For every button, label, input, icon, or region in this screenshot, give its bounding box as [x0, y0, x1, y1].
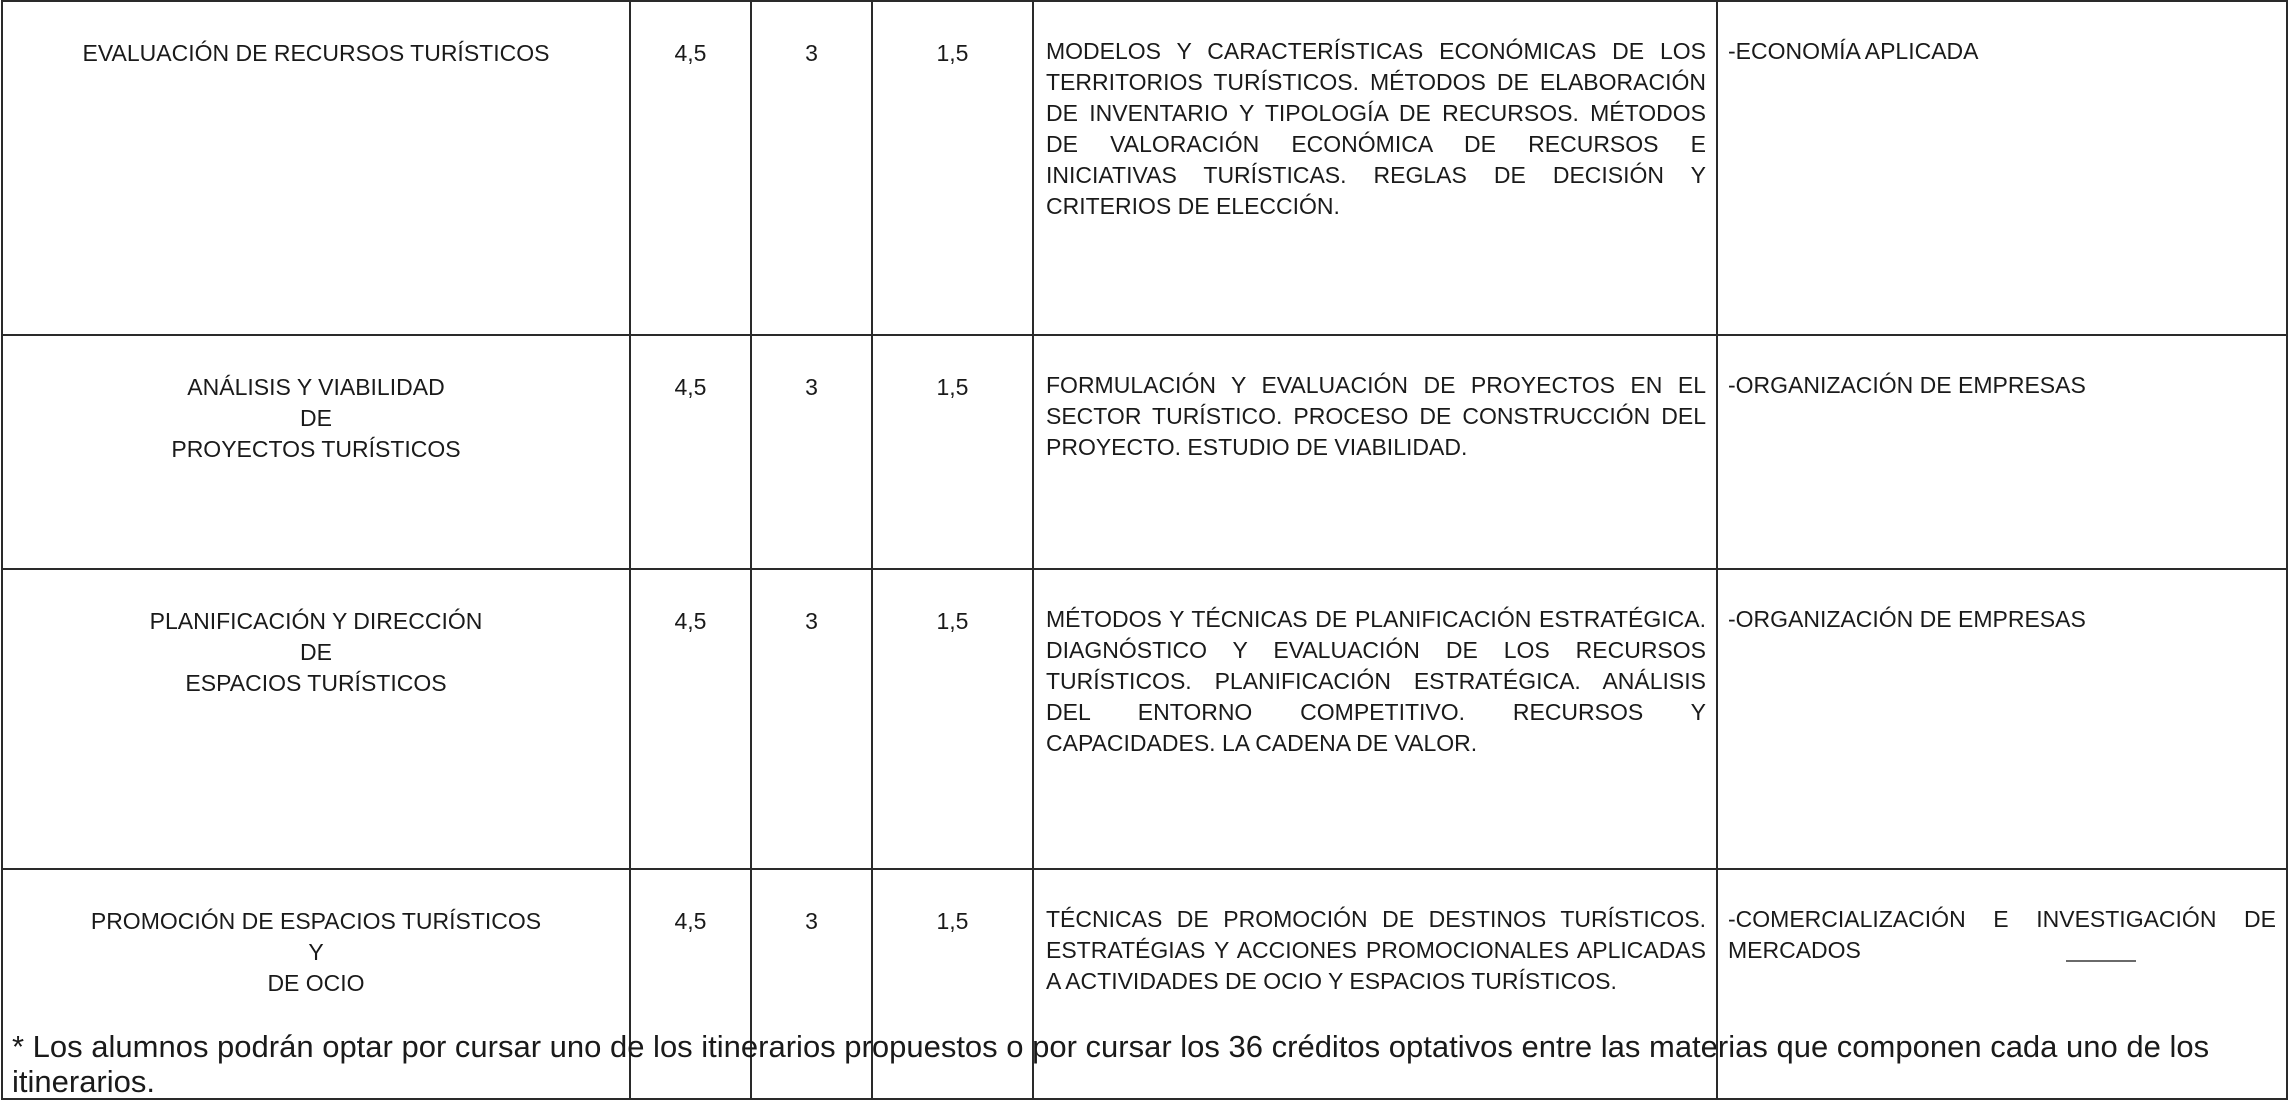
- subject-name-line: DE: [300, 405, 332, 431]
- subject-name-line: Y: [308, 939, 324, 965]
- credits-theory-cell: 3: [751, 335, 872, 569]
- credits-practice-cell: 1,5: [872, 569, 1033, 869]
- credits-practice-cell: 1,5: [872, 869, 1033, 1099]
- subject-name-cell: [2, 1, 630, 335]
- credits-theory-cell: 3: [751, 869, 872, 1099]
- stamp-mark: [2066, 960, 2136, 962]
- credits-total-cell: 4,5: [630, 1, 751, 335]
- table-row: [2, 335, 2287, 569]
- credits-practice-cell: 1,5: [872, 1, 1033, 335]
- description-cell: MODELOS Y CARACTERÍSTICAS ECONÓMICAS DE LOS TERRITORIOS TURÍSTICOS. MÉTODOS DE ELABORACIÓN DE INVENTARIO Y TIPOLOGÍA DE RECURSOS. MÉTODOS DE VALORACIÓN ECONÓMICA DE RECURSOS E INICIATIVAS TURÍSTICAS. REGLAS DE DECISIÓN Y CRITERIOS DE ELECCIÓN.: [1033, 1, 1717, 335]
- description-cell: MÉTODOS Y TÉCNICAS DE PLANIFICACIÓN ESTRATÉGICA. DIAGNÓSTICO Y EVALUACIÓN DE LOS RECURSOS TURÍSTICOS. PLANIFICACIÓN ESTRATÉGICA. ANÁLISIS DEL ENTORNO COMPETITIVO. RECURSOS Y CAPACIDADES. LA CADENA DE VALOR.: [1033, 569, 1717, 869]
- credits-theory-cell: 3: [751, 1, 872, 335]
- table-row: [2, 1, 2287, 335]
- subject-name-line: DE: [300, 639, 332, 665]
- knowledge-area-text: -COMERCIALIZACIÓN E INVESTIGACIÓN DE MERCADOS: [1728, 906, 2276, 963]
- subjects-table: [1, 0, 2288, 1100]
- subject-name-line: PLANIFICACIÓN Y DIRECCIÓN: [149, 608, 483, 634]
- credits-theory-cell: 3: [751, 569, 872, 869]
- credits-total-cell: 4,5: [630, 869, 751, 1099]
- subject-name-cell: [2, 569, 630, 869]
- knowledge-area-text: -ORGANIZACIÓN DE EMPRESAS: [1728, 606, 2086, 632]
- footnote: * Los alumnos podrán optar por cursar uno de los itinerarios propuestos o por cursar los 36 créditos optativos entre las materias que componen cada uno de los itinerarios.: [12, 1029, 2210, 1099]
- credits-total-cell: 4,5: [630, 335, 751, 569]
- table-row: [2, 569, 2287, 869]
- subject-name-line: DE OCIO: [267, 970, 365, 996]
- credits-practice-cell: 1,5: [872, 335, 1033, 569]
- knowledge-area-cell: [1717, 569, 2287, 869]
- subject-name-line: ESPACIOS TURÍSTICOS: [185, 670, 447, 696]
- knowledge-area-cell: [1717, 1, 2287, 335]
- subject-name-line: ANÁLISIS Y VIABILIDAD: [187, 374, 445, 400]
- knowledge-area-text: -ECONOMÍA APLICADA: [1728, 38, 1979, 64]
- subject-name-line: EVALUACIÓN DE RECURSOS TURÍSTICOS: [82, 40, 550, 66]
- subject-name-cell: [2, 335, 630, 569]
- subject-name-line: PROYECTOS TURÍSTICOS: [171, 436, 461, 462]
- knowledge-area-cell: [1717, 335, 2287, 569]
- subject-name-line: PROMOCIÓN DE ESPACIOS TURÍSTICOS: [90, 908, 542, 934]
- credits-total-cell: 4,5: [630, 569, 751, 869]
- description-cell: TÉCNICAS DE PROMOCIÓN DE DESTINOS TURÍSTICOS. ESTRATÉGIAS Y ACCIONES PROMOCIONALES APLICADAS A ACTIVIDADES DE OCIO Y ESPACIOS TURÍSTICOS.: [1033, 869, 1717, 1099]
- knowledge-area-text: -ORGANIZACIÓN DE EMPRESAS: [1728, 372, 2086, 398]
- description-cell: FORMULACIÓN Y EVALUACIÓN DE PROYECTOS EN EL SECTOR TURÍSTICO. PROCESO DE CONSTRUCCIÓN DEL PROYECTO. ESTUDIO DE VIABILIDAD.: [1033, 335, 1717, 569]
